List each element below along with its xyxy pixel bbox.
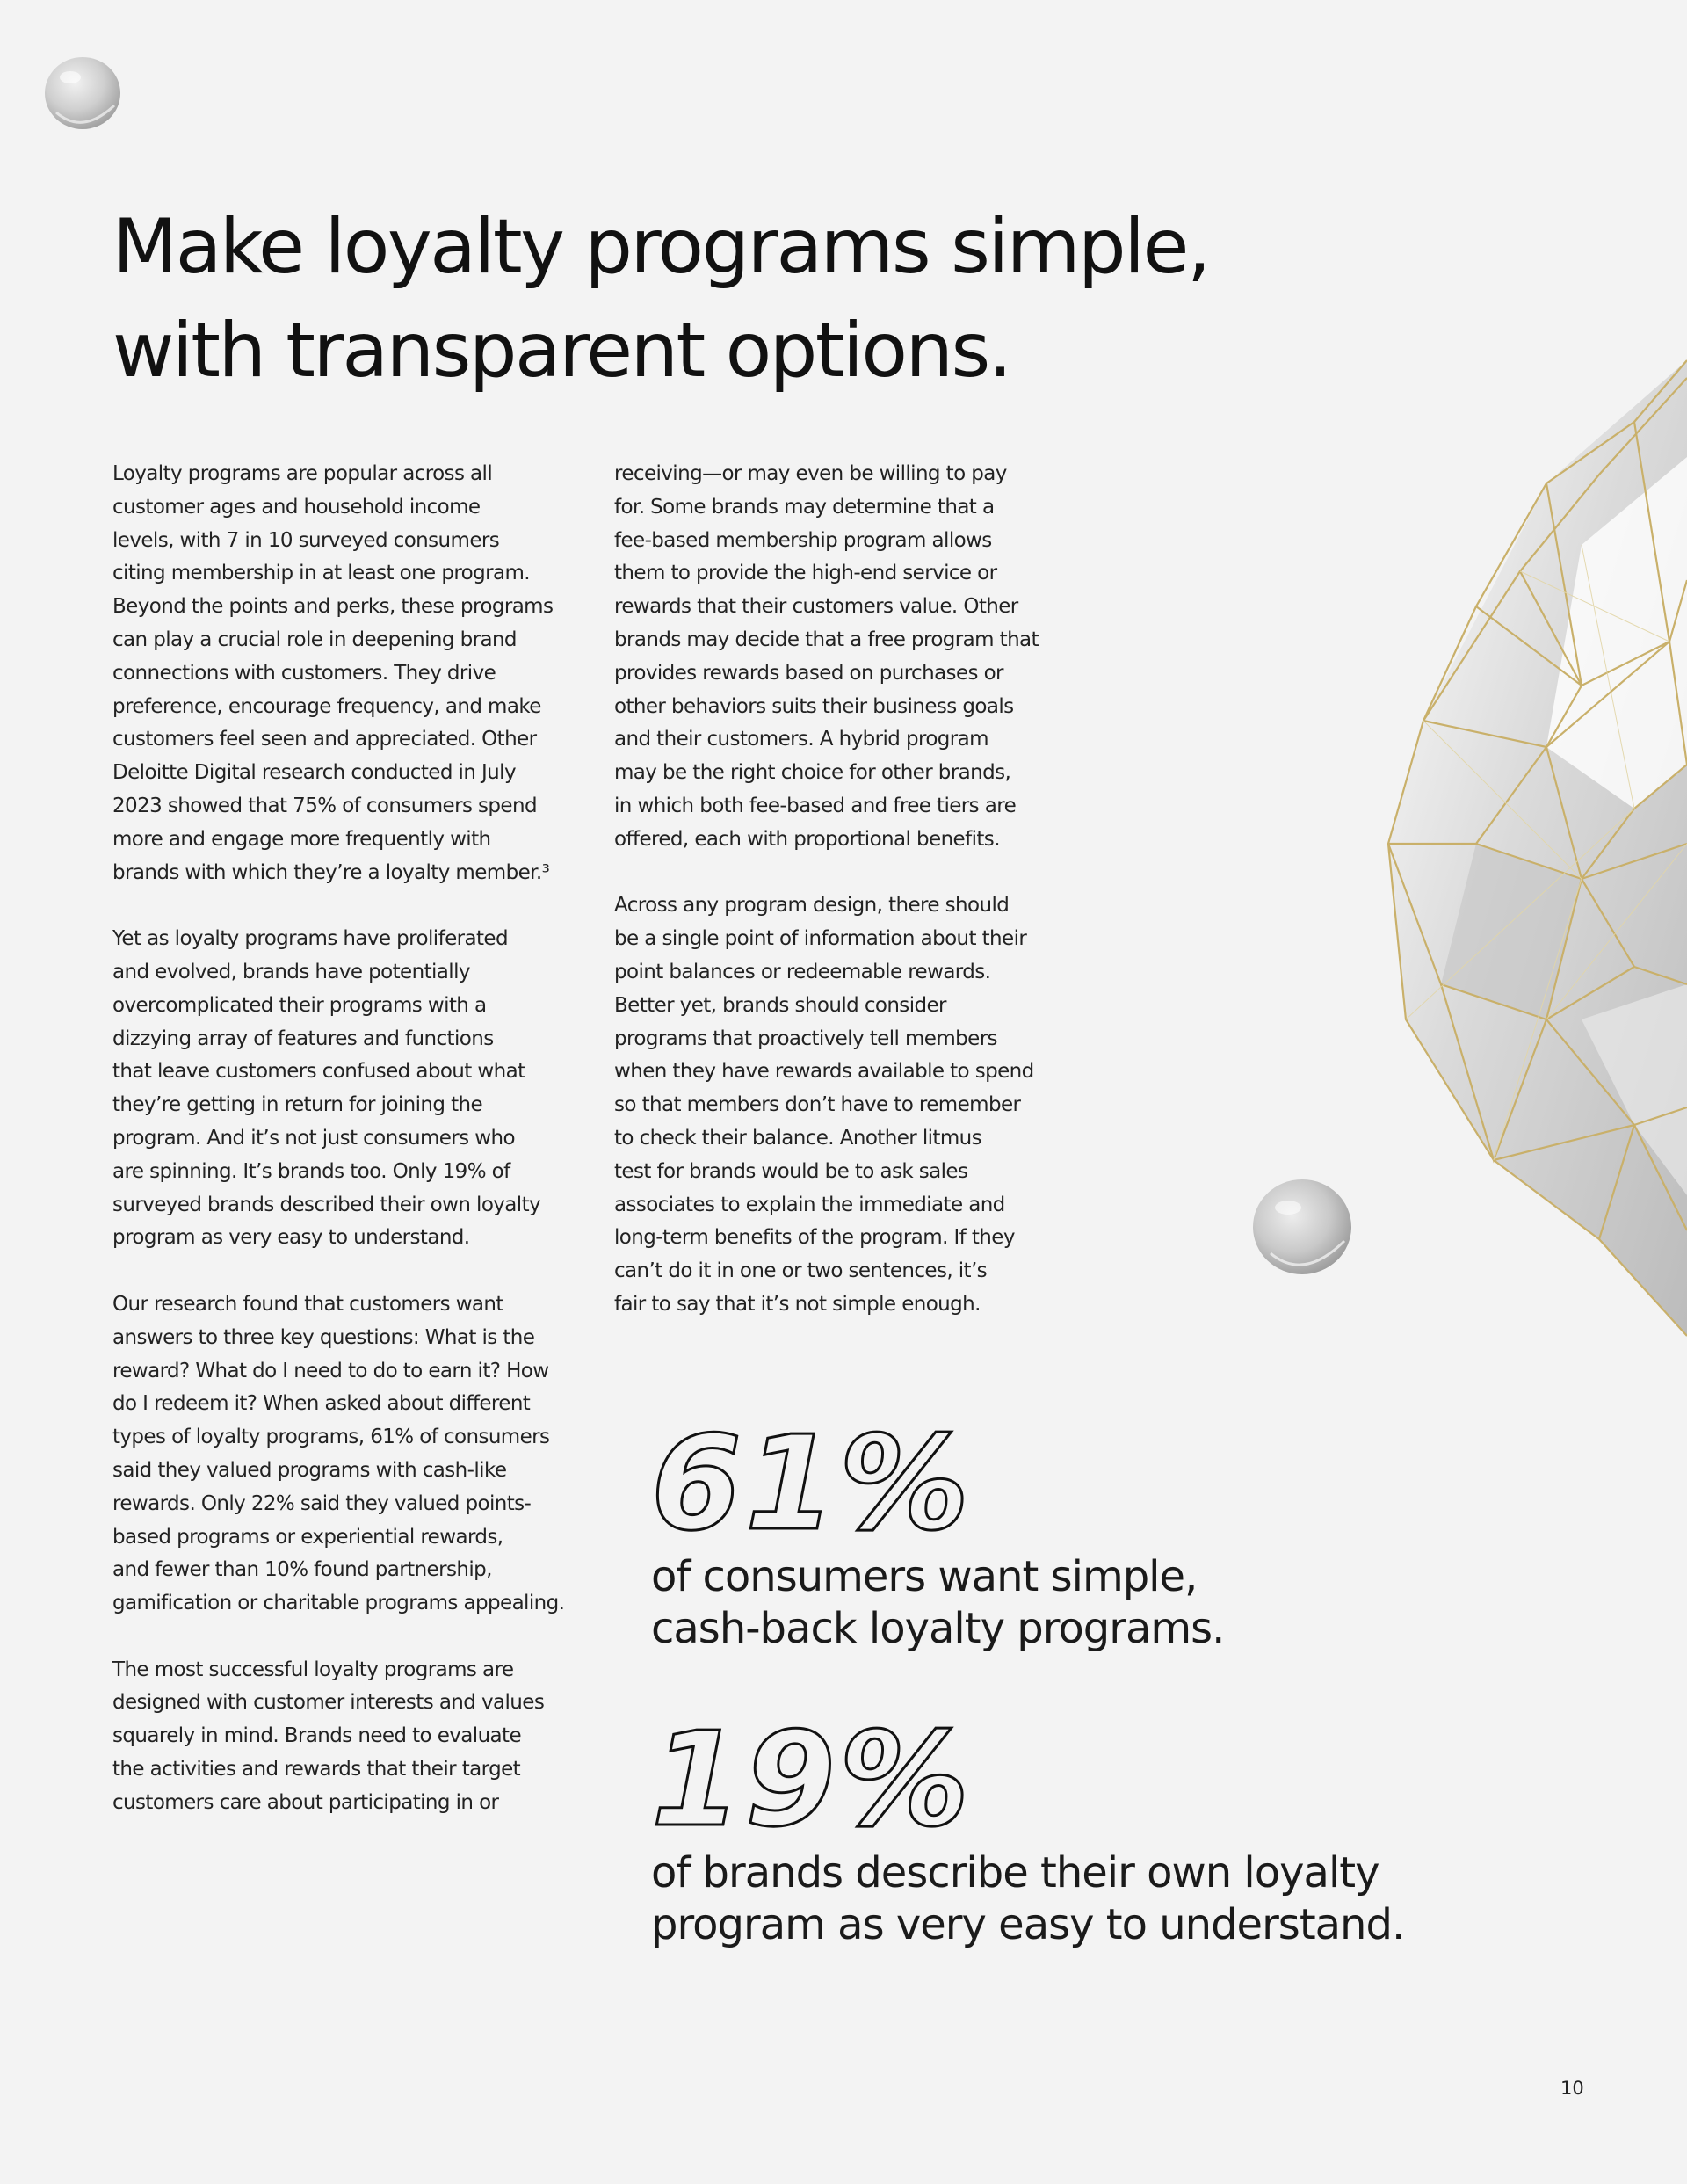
stat-callout-brands (651, 1704, 1442, 1951)
glass-droplet-icon (1249, 1176, 1357, 1280)
body-paragraph: Across any program design, there should be a single point of information about their point balances or redeemable rewards. Better yet, brands should consider programs that proactively tell members when they have rewards available to spend so that members don’t have to remember to check their balance. Another litmus test for brands would be to ask sales associates to explain the immediate and long-term benefits of the program. If they can’t do it in one or two sentences, it’s fair to say that it’s not simple enough. (614, 894, 1034, 1316)
page-title (112, 195, 1343, 403)
body-paragraph: Yet as loyalty programs have proliferated and evolved, brands have potentially overcomplicated their programs with a dizzying array of features and functions that leave customers confused about what they’re getting in return for joining the program. And it’s not just consumers who are spinning. It’s brands too. Only 19% of surveyed brands described their own loyalty program as very easy to understand. (112, 927, 541, 1250)
page-title-line-1: Make loyalty programs simple, (112, 203, 1209, 291)
wireframe-crystal-icon (1371, 352, 1687, 1353)
stat-value: 61% (651, 1408, 974, 1559)
body-column-left (112, 458, 587, 1853)
body-paragraph: Our research found that customers want answers to three key questions: What is the reward? What do I need to do to earn it? How do I redeem it? When asked about different types of loyalty programs, 61% of consumers said they valued programs with cash-like rewards. Only 22% said they valued points- based programs or experiential rewards, and fewer than 10% found partnership, gamification or charitable programs appealing. (112, 1292, 565, 1615)
body-paragraph: receiving—or may even be willing to pay for. Some brands may determine that a fee-based membership program allows them to provide the high-end service or rewards that their customers value. Other brands may decide that a free program that provides rewards based on purchases or other behaviors suits their business goals and their customers. A hybrid program may be the right choice for other brands, in which both fee-based and free tiers are offered, each with proportional benefits. (614, 462, 1039, 851)
body-paragraph: Loyalty programs are popular across all customer ages and household income levels, with 7 in 10 surveyed consumers citing membership in at least one program. Beyond the points and perks, these programs can play a crucial role in deepening brand connections with customers. They drive preference, encourage frequency, and make customers feel seen and appreciated. Other Deloitte Digital research conducted in July 2023 showed that 75% of consumers spend more and engage more frequently with brands with which they’re a loyalty member.³ (112, 462, 554, 884)
stat-callout-consumers (651, 1408, 1442, 1655)
glass-droplet-icon (39, 51, 127, 135)
body-column-right (614, 458, 1089, 1355)
page-title-line-2: with transparent options. (112, 307, 1010, 395)
stat-caption: of brands describe their own loyalty program as very easy to understand. (651, 1848, 1405, 1949)
body-paragraph: The most successful loyalty programs are designed with customer interests and values squarely in mind. Brands need to evaluate the activities and rewards that their target customers care about participating in or (112, 1658, 545, 1814)
stat-value: 19% (651, 1704, 974, 1855)
stat-caption: of consumers want simple, cash-back loyalty programs. (651, 1552, 1225, 1653)
page-number: 10 (1560, 2078, 1584, 2099)
